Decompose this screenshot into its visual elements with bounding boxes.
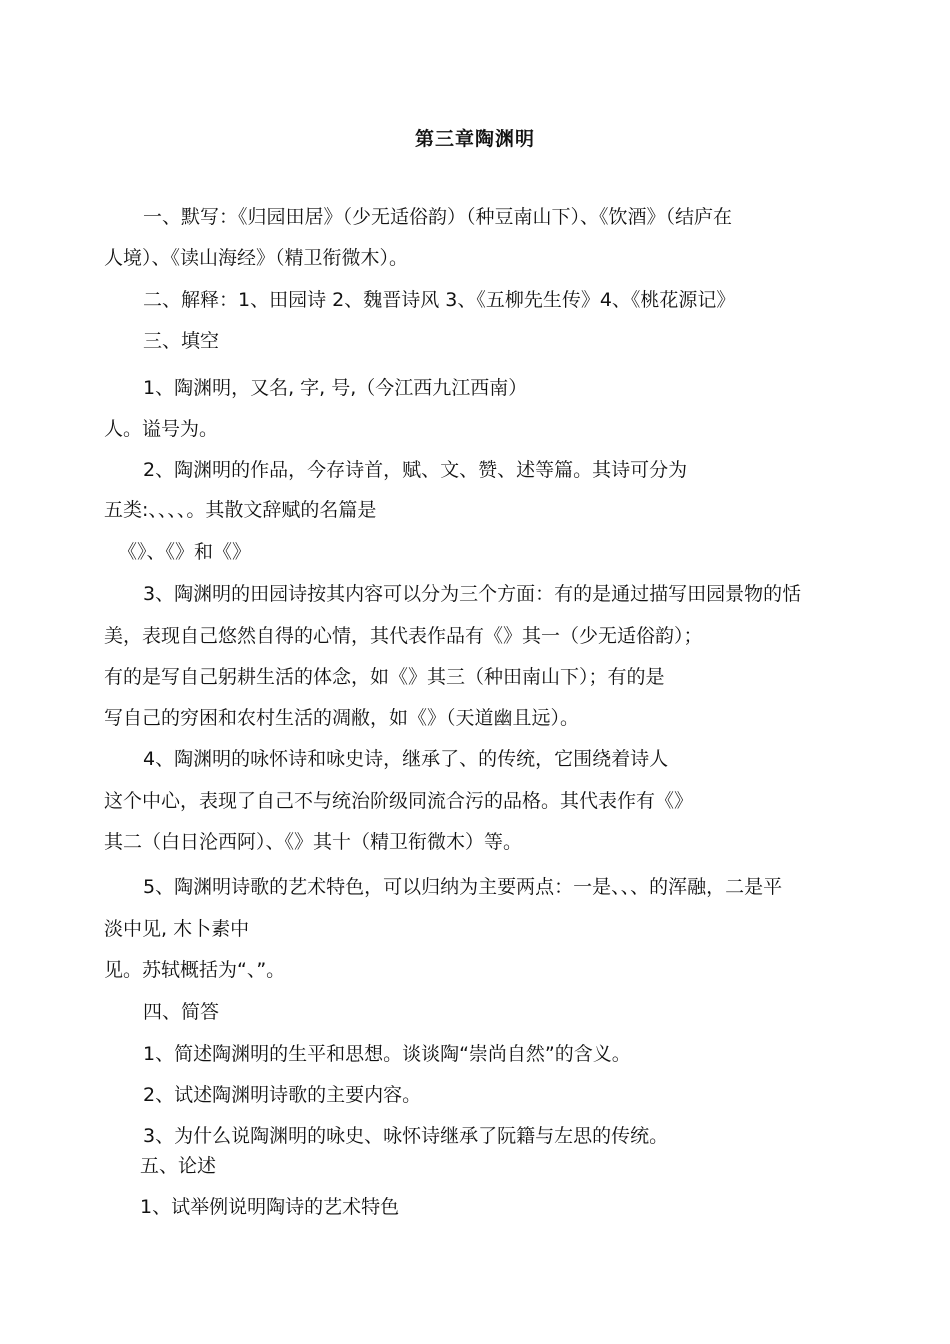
fill-q3-line-3: 有的是写自己躬耕生活的体念，如《》其三（种田南山下）；有的是 <box>104 666 665 688</box>
fill-q4-line-3: 其二（白日沦西阿）、《》其十（精卫衔微木）等。 <box>104 831 523 853</box>
fill-q5-line-1: 5、陶渊明诗歌的艺术特色，可以归纳为主要两点：一是、、、的浑融，二是平 <box>143 876 783 898</box>
fill-q4-line-1: 4、陶渊明的咏怀诗和咏史诗，继承了、的传统，它围绕着诗人 <box>143 748 669 770</box>
fill-q2-line-3: 《》、《》和《》 <box>118 541 252 563</box>
chapter-title: 第三章陶渊明 <box>414 128 535 150</box>
fill-q1-line-1: 1、陶渊明，又名, 字, 号,（今江西九江西南） <box>143 377 528 399</box>
fill-q3-line-1: 3、陶渊明的田园诗按其内容可以分为三个方面：有的是通过描写田园景物的恬 <box>143 583 802 605</box>
section-1-line-1: 一、默写：《归园田居》（少无适俗韵）（种豆南山下）、《饮酒》（结庐在 <box>143 206 733 228</box>
fill-q3-line-2: 美，表现自己悠然自得的心情，其代表作品有《》其一（少无适俗韵）； <box>104 625 703 647</box>
fill-q5-line-2: 淡中见, 木卜素中 <box>104 918 250 940</box>
short-answer-q1: 1、简述陶渊明的生平和思想。谈谈陶“崇尚自然”的含义。 <box>143 1043 631 1065</box>
fill-q2-line-1: 2、陶渊明的作品，今存诗首，赋、文、赞、述等篇。其诗可分为 <box>143 459 688 481</box>
short-answer-q2: 2、试述陶渊明诗歌的主要内容。 <box>143 1084 422 1106</box>
section-2-line: 二、解释：1、田园诗 2、魏晋诗风 3、《五柳先生传》4、《桃花源记》 <box>143 289 736 311</box>
section-1-line-2: 人境）、《读山海经》（精卫衔微木）。 <box>104 247 409 269</box>
fill-q5-line-3: 见。苏轼概括为“、”。 <box>104 959 286 981</box>
fill-q3-line-4: 写自己的穷困和农村生活的凋敝，如《》（天道幽且远）。 <box>104 707 580 729</box>
essay-q1: 1、试举例说明陶诗的艺术特色 <box>140 1196 400 1218</box>
fill-q2-line-2: 五类:、、、、。其散文辞赋的名篇是 <box>104 499 377 521</box>
section-3-heading: 三、填空 <box>143 330 220 352</box>
fill-q4-line-2: 这个中心，表现了自己不与统治阶级同流合污的品格。其代表作有《》 <box>104 790 694 812</box>
short-answer-q3: 3、为什么说陶渊明的咏史、咏怀诗继承了阮籍与左思的传统。 <box>143 1125 669 1147</box>
section-4-heading: 四、简答 <box>143 1001 220 1023</box>
section-5-heading: 五、论述 <box>140 1155 217 1177</box>
fill-q1-line-2: 人。谥号为。 <box>104 418 219 440</box>
